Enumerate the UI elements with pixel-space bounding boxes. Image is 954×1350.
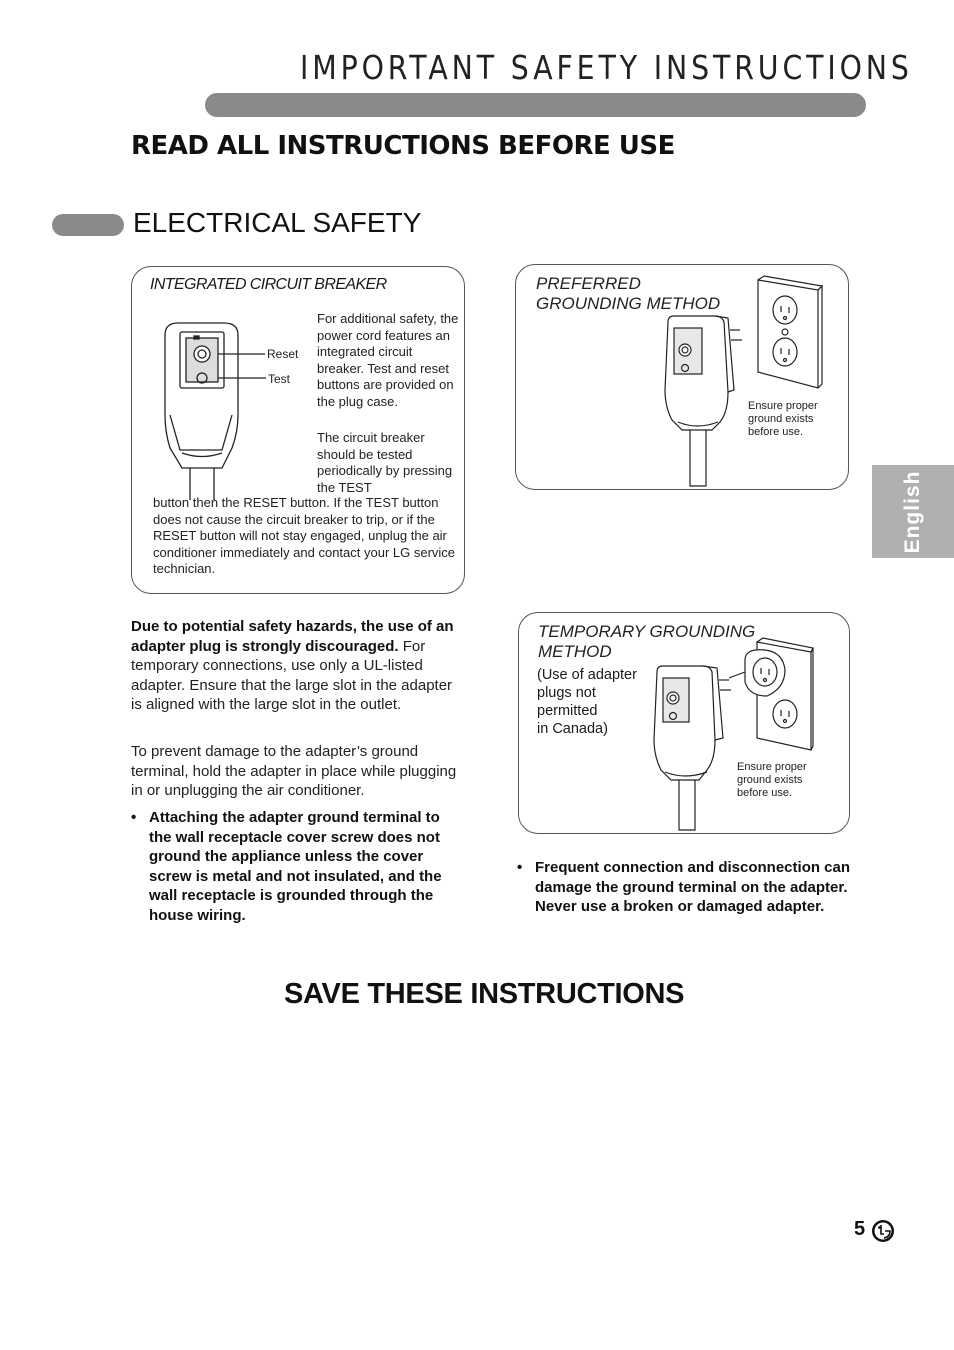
circuit-breaker-title: INTEGRATED CIRCUIT BREAKER [150,276,387,293]
circuit-breaker-text-3: button then the RESET button. If the TEST button does not cause the circuit breaker to trip, or if the RESET button will not stay engaged, unplug the air conditioner immediately and contact your LG service technician. [153,495,456,576]
preferred-grounding-title: PREFERRED GROUNDING METHOD [536,274,721,313]
header-bar [205,93,866,117]
temporary-grounding-note: (Use of adapter plugs not permitted in Canada) [537,667,637,737]
page-number: 5 [854,1218,866,1240]
temporary-ensure-note: Ensure proper ground exists before use. [737,761,807,799]
bullet-dot: • [517,859,523,876]
preferred-ensure-note: Ensure proper ground exists before use. [748,400,818,438]
adapter-warning-text: For temporary connections, use only a UL-listed adapter. Ensure that the large slot in the adapter is aligned with the large slot in the outlet. [131,637,453,713]
circuit-breaker-text-2: The circuit breaker should be tested periodically by pressing the TEST [317,430,453,495]
lg-logo-icon [871,1219,895,1243]
section-title: ELECTRICAL SAFETY [133,207,422,238]
adapter-ground-text: To prevent damage to the adapter’s ground terminal, hold the adapter in place while plugging in or unplugging the air conditioner. [131,743,457,799]
adapter-warning-bold: Due to potential safety hazards, the use of an adapter plug is strongly discouraged. [131,618,454,655]
temporary-grounding-title: TEMPORARY GROUNDING METHOD [538,622,756,661]
read-all-heading: READ ALL INSTRUCTIONS BEFORE USE [131,131,675,161]
bullet-cover-screw: • Attaching the adapter ground terminal to the wall receptacle cover screw does not ground the appliance unless the cover screw is metal and not insulated, and the wall receptacle is grounded through the house wiring. [131,809,442,924]
bullet-dot: • [131,809,137,826]
language-tab-label: English [901,470,924,553]
bullet-frequent-connection: • Frequent connection and disconnection can damage the ground terminal on the adapter. Never use a broken or damaged adapter. [517,859,851,915]
circuit-breaker-text-1: For additional safety, the power cord features an integrated circuit breaker. Test and reset buttons are provided on the plug case. [317,311,459,409]
temporary-grounding-illustration [645,630,815,835]
page-header-title: IMPORTANT SAFETY INSTRUCTIONS [300,48,913,87]
language-tab [872,465,954,558]
section-marker [52,214,124,236]
adapter-warning [131,617,461,715]
preferred-grounding-illustration [660,272,825,492]
reset-callout: Reset [267,347,299,361]
save-instructions-heading: SAVE THESE INSTRUCTIONS [284,978,685,1010]
test-callout: Test [268,372,291,386]
